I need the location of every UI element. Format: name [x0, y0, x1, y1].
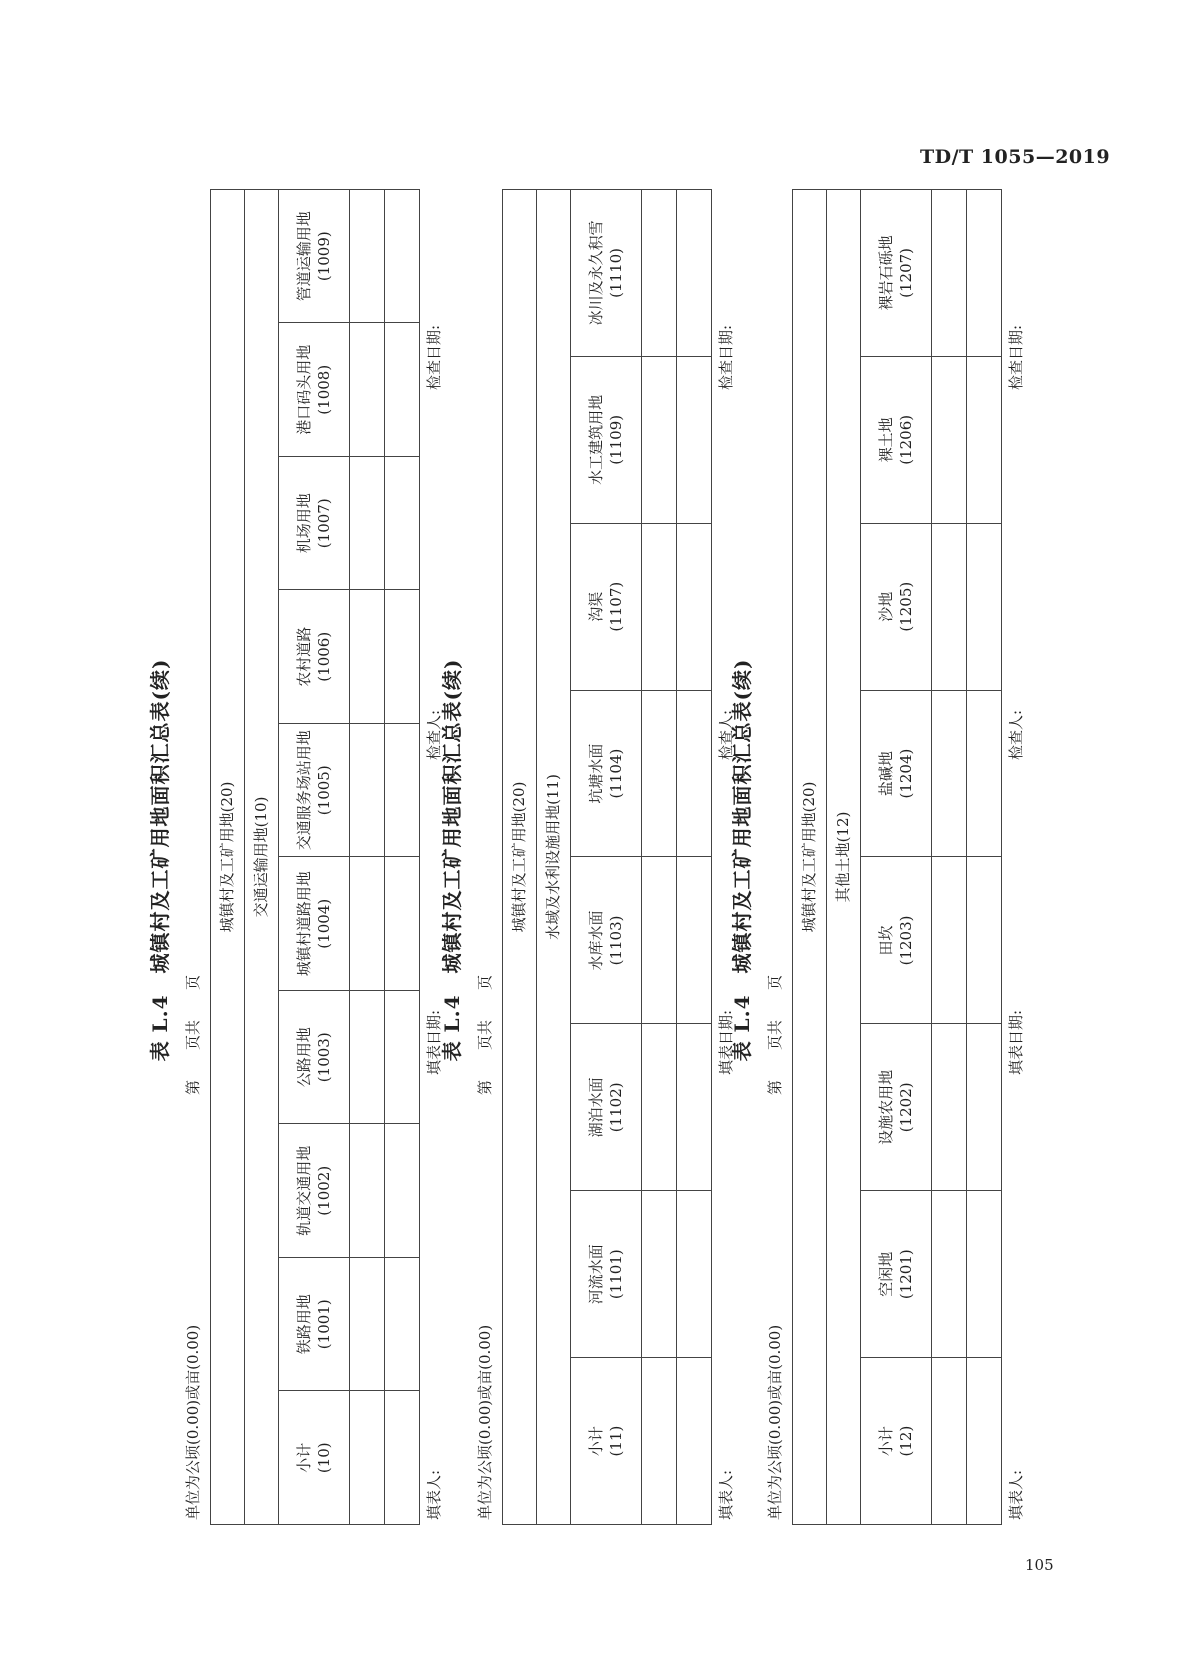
- column-header: [571, 857, 642, 1024]
- column-code: (1001): [315, 1299, 333, 1350]
- column-header: [279, 1391, 350, 1525]
- table-cell[interactable]: [385, 1124, 420, 1258]
- table-title: 表 L.4 城镇村及工矿用地面积汇总表(续): [148, 658, 172, 1062]
- summary-table: [210, 189, 420, 1525]
- column-code: (1207): [897, 247, 915, 298]
- page-di-label: 第: [766, 1079, 784, 1095]
- table-cell[interactable]: [385, 323, 420, 457]
- column-code: (1102): [607, 1082, 625, 1133]
- table-cell[interactable]: [967, 690, 1002, 857]
- column-code: (1110): [607, 247, 625, 298]
- summary-table: [502, 189, 712, 1525]
- column-name: 城镇村道路用地: [294, 871, 313, 977]
- table-cell[interactable]: [642, 189, 677, 356]
- table-cell[interactable]: [967, 1358, 1002, 1525]
- table-cell[interactable]: [350, 857, 385, 991]
- table-title: 表 L.4 城镇村及工矿用地面积汇总表(续): [730, 658, 754, 1062]
- checker-label: 检查人:: [425, 709, 443, 760]
- check-date-label: 检查日期:: [425, 324, 443, 390]
- check-date-label: 检查日期:: [717, 324, 735, 390]
- table-cell[interactable]: [677, 356, 712, 523]
- column-header: [861, 189, 932, 356]
- page-number: 105: [1025, 1556, 1054, 1574]
- column-code: (11): [607, 1425, 625, 1457]
- column-name: 机场用地: [294, 493, 313, 554]
- table-cell[interactable]: [932, 1358, 967, 1525]
- table-cell[interactable]: [932, 189, 967, 356]
- column-name: 盐碱地: [876, 751, 895, 797]
- column-name: 铁路用地: [294, 1294, 313, 1355]
- table-cell[interactable]: [350, 590, 385, 724]
- unit-note: 单位为公顷(0.00)或亩(0.00): [766, 1324, 784, 1520]
- unit-note: 单位为公顷(0.00)或亩(0.00): [184, 1324, 202, 1520]
- table-cell[interactable]: [932, 356, 967, 523]
- column-header: [571, 189, 642, 356]
- column-header: [279, 1124, 350, 1258]
- table-row: [350, 189, 385, 1524]
- column-header: [861, 523, 932, 690]
- table-cell[interactable]: [677, 690, 712, 857]
- table-cell[interactable]: [385, 724, 420, 858]
- level1-header: 城镇村及工矿用地(20): [793, 189, 827, 1524]
- column-name: 设施农用地: [876, 1069, 895, 1145]
- column-header: [571, 523, 642, 690]
- fill-date-label: 填表日期:: [717, 1009, 735, 1075]
- page-ye-label: 页: [184, 974, 202, 990]
- table-cell[interactable]: [385, 189, 420, 323]
- checker-label: 检查人:: [717, 709, 735, 760]
- column-header: [861, 690, 932, 857]
- column-name: 小计: [294, 1442, 313, 1473]
- table-cell[interactable]: [967, 1024, 1002, 1191]
- table-cell[interactable]: [350, 1124, 385, 1258]
- table-cell[interactable]: [385, 457, 420, 591]
- column-header: [571, 1024, 642, 1191]
- table-cell[interactable]: [642, 857, 677, 1024]
- table-cell[interactable]: [967, 523, 1002, 690]
- level2-header: 交通运输用地(10): [245, 189, 279, 1524]
- column-code: (1006): [315, 631, 333, 682]
- column-code: (1003): [315, 1032, 333, 1083]
- column-code: (1002): [315, 1165, 333, 1216]
- column-code: (1007): [315, 498, 333, 549]
- column-name: 坑塘水面: [586, 743, 605, 804]
- filler-label: 填表人:: [1007, 1469, 1025, 1520]
- column-header: [571, 690, 642, 857]
- column-code: (1206): [897, 414, 915, 465]
- level1-header: 城镇村及工矿用地(20): [503, 189, 537, 1524]
- check-date-label: 检查日期:: [1007, 324, 1025, 390]
- fill-date-label: 填表日期:: [1007, 1009, 1025, 1075]
- column-header: [279, 189, 350, 323]
- table-cell[interactable]: [350, 323, 385, 457]
- table-cell[interactable]: [350, 724, 385, 858]
- column-name: 农村道路: [294, 626, 313, 687]
- column-code: (1009): [315, 231, 333, 282]
- column-name: 小计: [586, 1426, 605, 1457]
- column-code: (12): [897, 1425, 915, 1457]
- table-cell[interactable]: [350, 1258, 385, 1392]
- column-name: 水库水面: [586, 910, 605, 971]
- column-code: (1109): [607, 414, 625, 465]
- table-cell[interactable]: [967, 356, 1002, 523]
- table-cell[interactable]: [967, 1191, 1002, 1358]
- column-code: (1104): [607, 748, 625, 799]
- unit-note: 单位为公顷(0.00)或亩(0.00): [476, 1324, 494, 1520]
- column-code: (1204): [897, 748, 915, 799]
- table-cell[interactable]: [385, 590, 420, 724]
- table-cell[interactable]: [967, 857, 1002, 1024]
- checker-label: 检查人:: [1007, 709, 1025, 760]
- table-cell[interactable]: [932, 523, 967, 690]
- column-header: [279, 323, 350, 457]
- table-cell[interactable]: [350, 457, 385, 591]
- column-header: [279, 991, 350, 1125]
- column-name: 公路用地: [294, 1027, 313, 1088]
- column-header: [861, 1191, 932, 1358]
- table-cell[interactable]: [385, 1391, 420, 1525]
- column-name: 管道运输用地: [294, 211, 313, 302]
- page-di-label: 第: [476, 1079, 494, 1095]
- column-header: [279, 590, 350, 724]
- column-name: 轨道交通用地: [294, 1145, 313, 1236]
- level2-header: 水域及水利设施用地(11): [537, 189, 571, 1524]
- column-code: (1202): [897, 1082, 915, 1133]
- column-code: (1005): [315, 765, 333, 816]
- column-name: 田坎: [876, 925, 895, 956]
- table-row: [932, 189, 967, 1524]
- standard-code: TD/T 1055—2019: [920, 146, 1111, 168]
- page-di-label: 第: [184, 1079, 202, 1095]
- summary-table: [792, 189, 1002, 1525]
- column-header: [861, 1358, 932, 1525]
- column-name: 裸土地: [876, 417, 895, 463]
- column-header: [861, 356, 932, 523]
- column-code: (1101): [607, 1249, 625, 1300]
- table-cell[interactable]: [932, 1024, 967, 1191]
- column-name: 沙地: [876, 591, 895, 622]
- column-header: [571, 1191, 642, 1358]
- column-header: [279, 857, 350, 991]
- table-cell[interactable]: [932, 1191, 967, 1358]
- column-code: (1103): [607, 915, 625, 966]
- table-cell[interactable]: [385, 1258, 420, 1392]
- column-header: [861, 857, 932, 1024]
- column-name: 湖泊水面: [586, 1077, 605, 1138]
- table-cell[interactable]: [932, 857, 967, 1024]
- table-cell[interactable]: [642, 690, 677, 857]
- column-name: 裸岩石砾地: [876, 235, 895, 311]
- column-name: 水工建筑用地: [586, 394, 605, 485]
- table-cell[interactable]: [385, 991, 420, 1125]
- column-code: (1201): [897, 1249, 915, 1300]
- table-cell[interactable]: [642, 1358, 677, 1525]
- filler-label: 填表人:: [717, 1469, 735, 1520]
- page-total-label: 页共: [476, 1019, 494, 1050]
- page-ye-label: 页: [766, 974, 784, 990]
- table-cell[interactable]: [677, 857, 712, 1024]
- table-cell[interactable]: [642, 1191, 677, 1358]
- column-code: (1107): [607, 581, 625, 632]
- table-cell[interactable]: [932, 690, 967, 857]
- page-ye-label: 页: [476, 974, 494, 990]
- table-cell[interactable]: [350, 991, 385, 1125]
- table-cell[interactable]: [350, 189, 385, 323]
- fill-date-label: 填表日期:: [425, 1009, 443, 1075]
- column-code: (1004): [315, 898, 333, 949]
- table-row: [385, 189, 420, 1524]
- table-cell[interactable]: [642, 356, 677, 523]
- table-cell[interactable]: [677, 1024, 712, 1191]
- column-name: 港口码头用地: [294, 344, 313, 435]
- summary-table-section: [432, 190, 735, 1530]
- summary-table-section: [140, 190, 443, 1530]
- table-row: [677, 189, 712, 1524]
- table-cell[interactable]: [967, 189, 1002, 356]
- table-cell[interactable]: [642, 1024, 677, 1191]
- page-info: [764, 945, 785, 1095]
- column-header: [279, 1258, 350, 1392]
- column-header: [571, 356, 642, 523]
- column-code: (1008): [315, 364, 333, 415]
- table-row: [967, 189, 1002, 1524]
- column-name: 河流水面: [586, 1244, 605, 1305]
- column-header: [279, 457, 350, 591]
- level2-header: 其他土地(12): [827, 189, 861, 1524]
- column-header: [279, 724, 350, 858]
- table-cell[interactable]: [642, 523, 677, 690]
- table-row: [642, 189, 677, 1524]
- column-code: (1205): [897, 581, 915, 632]
- column-code: (1203): [897, 915, 915, 966]
- column-name: 小计: [876, 1426, 895, 1457]
- column-name: 交通服务场站用地: [294, 730, 313, 851]
- table-cell[interactable]: [677, 189, 712, 356]
- page-total-label: 页共: [184, 1019, 202, 1050]
- column-name: 空闲地: [876, 1251, 895, 1297]
- table-cell[interactable]: [677, 1358, 712, 1525]
- table-cell[interactable]: [350, 1391, 385, 1525]
- summary-table-section: [722, 190, 1025, 1530]
- column-code: (10): [315, 1442, 333, 1474]
- page-info: [474, 945, 495, 1095]
- table-cell[interactable]: [385, 857, 420, 991]
- column-header: [861, 1024, 932, 1191]
- page-info: [182, 945, 203, 1095]
- table-title: 表 L.4 城镇村及工矿用地面积汇总表(续): [440, 658, 464, 1062]
- column-header: [571, 1358, 642, 1525]
- filler-label: 填表人:: [425, 1469, 443, 1520]
- page-total-label: 页共: [766, 1019, 784, 1050]
- table-cell[interactable]: [677, 1191, 712, 1358]
- column-name: 冰川及永久积雪: [586, 220, 605, 326]
- column-name: 沟渠: [586, 591, 605, 622]
- table-cell[interactable]: [677, 523, 712, 690]
- level1-header: 城镇村及工矿用地(20): [211, 189, 245, 1524]
